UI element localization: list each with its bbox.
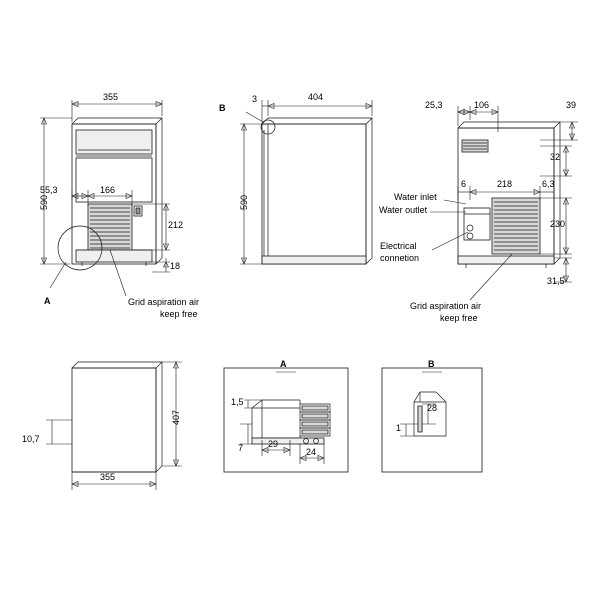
dim-side-gap-3: 3 <box>252 94 258 104</box>
dim-detail-a-1-5: 1,5 <box>231 397 244 407</box>
marker-b-side: B <box>219 103 226 113</box>
dim-rear-inner-32: 32 <box>550 152 561 162</box>
dim-front-height-590: 590 <box>39 194 49 210</box>
note-grid-rear-line1: Grid aspiration air <box>410 301 482 311</box>
note-grid-front-line1: Grid aspiration air <box>128 297 200 307</box>
dim-detail-b-28: 28 <box>427 403 438 413</box>
note-electrical-line1: Electrical <box>380 241 417 251</box>
dim-front-offset-55-3: 55,3 <box>40 185 58 195</box>
dim-side-depth-404: 404 <box>308 92 324 102</box>
dim-rear-grille-218: 218 <box>497 179 513 189</box>
dim-detail-a-24: 24 <box>306 447 317 457</box>
dim-top-edge-10-7: 10,7 <box>22 434 40 444</box>
note-grid-rear-line2: keep free <box>440 313 478 323</box>
dim-rear-bottom-31-5: 31,5 <box>547 276 565 286</box>
note-water-inlet: Water inlet <box>394 192 437 202</box>
dim-top-width-355: 355 <box>100 472 116 482</box>
dim-top-depth-407: 407 <box>171 409 181 425</box>
note-water-outlet: Water outlet <box>379 205 428 215</box>
dim-side-height-590: 590 <box>239 194 249 210</box>
dim-detail-b-1: 1 <box>396 423 402 433</box>
detail-a-title: A <box>280 359 287 369</box>
note-grid-front-line2: keep free <box>160 309 198 319</box>
dim-rear-panel-106: 106 <box>474 100 490 110</box>
dim-front-grille-height-212: 212 <box>168 220 184 230</box>
dim-rear-inner-left-6: 6 <box>461 179 467 189</box>
dim-rear-grille-height-230: 230 <box>550 219 566 229</box>
dim-detail-a-29: 29 <box>268 439 279 449</box>
dim-front-grille-166: 166 <box>100 185 116 195</box>
detail-b-title: B <box>428 359 435 369</box>
marker-a-front: A <box>44 296 51 306</box>
note-electrical-line2: connetion <box>380 253 420 263</box>
dim-detail-a-7: 7 <box>238 443 244 453</box>
dim-rear-right-gap-6-3: 6,3 <box>542 179 555 189</box>
dim-front-width-355: 355 <box>103 92 119 102</box>
dim-rear-left-25-3: 25,3 <box>425 100 443 110</box>
dim-rear-top-39: 39 <box>566 100 577 110</box>
dim-front-foot-18: 18 <box>170 261 181 271</box>
